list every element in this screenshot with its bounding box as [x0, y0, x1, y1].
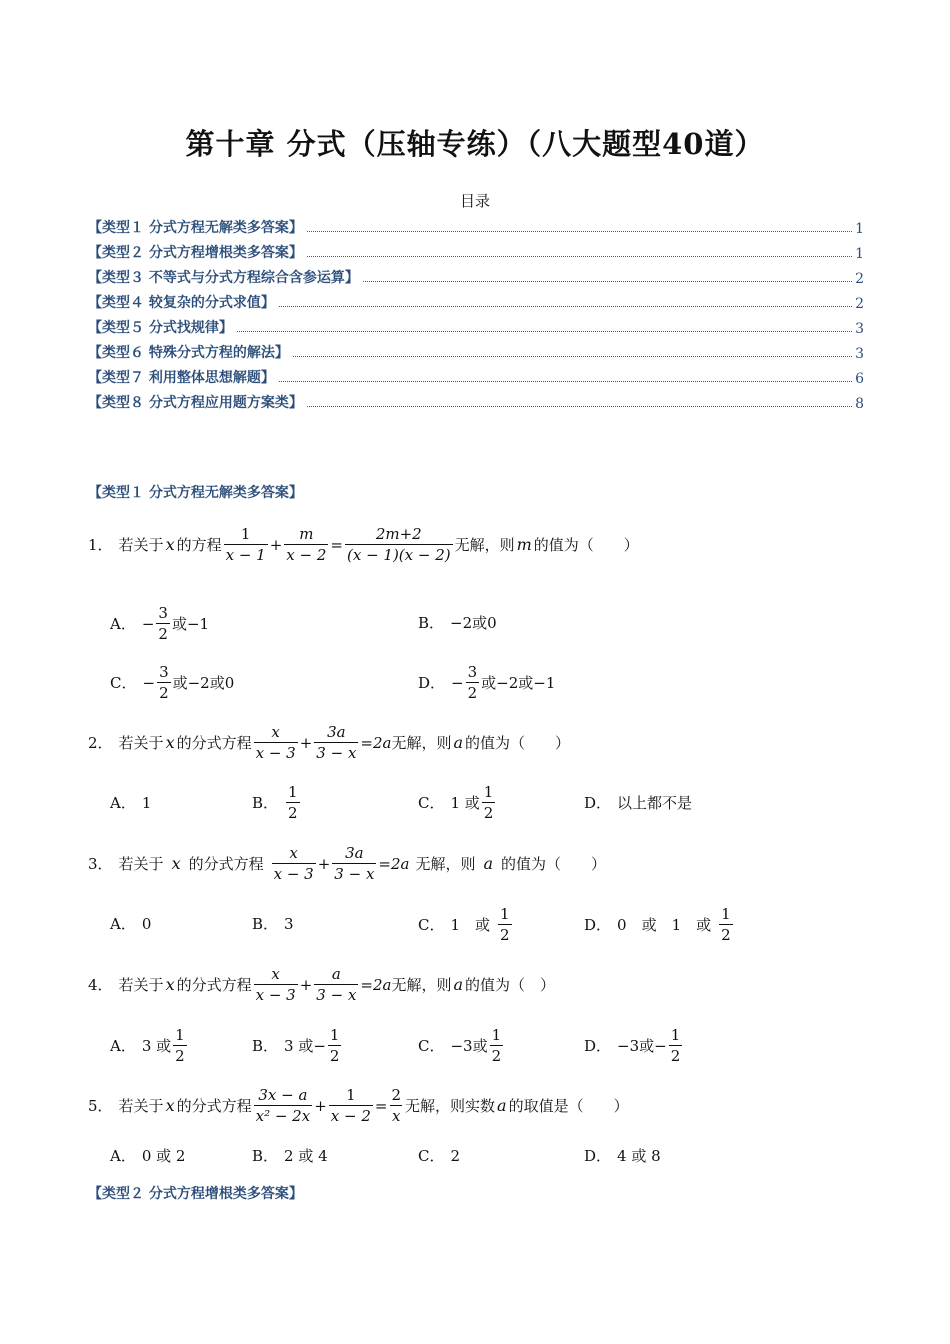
toc-item[interactable]: 【类型７ 利用整体思想解题】 6 — [88, 370, 864, 387]
question-4: 4． 若关于 x 的分式方程 $\frac{x}{x - 3}$ + $\frac{a}{3 - x}$ =2a 无解，则 a 的值为（ ） — [88, 965, 556, 1004]
page-title: 第十章 分式（压轴专练）（八大题型40道） — [185, 127, 765, 161]
fraction: $\frac{2}{x}$ — [391, 1086, 402, 1125]
toc-item[interactable]: 【类型４ 较复杂的分式求值】 2 — [88, 295, 864, 312]
toc-item[interactable]: 【类型５ 分式找规律】 3 — [88, 320, 864, 337]
question-3: 3． 若关于 x 的分式方程 $\frac{x}{x - 3}$ + $\frac{3a}{3 - x}$ =2a 无解，则 a 的值为（ ） — [88, 844, 607, 883]
fraction: $\frac{3}{2}$ — [159, 663, 169, 702]
fraction: $\frac{3a}{3 - x}$ — [334, 844, 375, 883]
option-c[interactable]: C． −3或 $\frac{1}{2}$ — [418, 1026, 502, 1065]
option-b[interactable]: B． 2 或 4 — [252, 1147, 328, 1165]
toc-item[interactable]: 【类型６ 特殊分式方程的解法】 3 — [88, 345, 864, 362]
option-c[interactable]: C． 1 或 $\frac{1}{2}$ — [418, 783, 494, 822]
question-1: 1． 若关于 x 的方程 $\frac{1}{x - 1}$ + $\frac{m}{x - 2}$ = $\frac{2m+2}{(x - 1)(x - 2)}$ 无解，则 m 的值为（ ） — [88, 525, 639, 564]
fraction: $\frac{1}{2}$ — [721, 905, 731, 944]
option-d[interactable]: D． 以上都不是 — [584, 794, 693, 812]
option-b[interactable]: B． $\frac{1}{2}$ — [252, 783, 298, 822]
fraction: $\frac{2m+2}{(x - 1)(x - 2)}$ — [346, 525, 451, 564]
fraction: $\frac{m}{x - 2}$ — [286, 525, 327, 564]
option-b[interactable]: B． 3 或− $\frac{1}{2}$ — [252, 1026, 340, 1065]
fraction: $\frac{1}{2}$ — [175, 1026, 185, 1065]
toc-item[interactable]: 【类型１ 分式方程无解类多答案】 1 — [88, 220, 864, 237]
option-d[interactable]: D． − $\frac{3}{2}$ 或−2或−1 — [418, 663, 556, 702]
option-c[interactable]: C． 2 — [418, 1146, 461, 1165]
fraction: $\frac{1}{2}$ — [670, 1026, 681, 1065]
fraction: $\frac{x}{x - 3}$ — [273, 844, 314, 883]
table-of-contents — [88, 212, 864, 412]
fraction: $\frac{3x - a}{\text{x² − 2x}}$ — [255, 1086, 311, 1125]
option-d[interactable]: D． 4 或 8 — [584, 1147, 661, 1165]
section-heading: 【类型１ 分式方程无解类多答案】 — [88, 485, 303, 501]
fraction: $\frac{1}{x - 1}$ — [225, 525, 266, 564]
toc-heading: 目录 — [459, 192, 490, 210]
option-a[interactable]: A． 0 或 2 — [110, 1147, 186, 1165]
toc-item[interactable]: 【类型８ 分式方程应用题方案类】 8 — [88, 395, 864, 412]
option-a[interactable]: A． 3 或 $\frac{1}{2}$ — [110, 1026, 185, 1065]
fraction: $\frac{a}{3 - x}$ — [316, 965, 357, 1004]
question-2: 2． 若关于 x 的分式方程 $\frac{x}{x - 3}$ + $\frac{3a}{3 - x}$ =2a 无解，则 a 的值为（ ） — [88, 723, 571, 762]
option-d[interactable]: D． −3或− $\frac{1}{2}$ — [584, 1026, 681, 1065]
fraction: $\frac{1}{2}$ — [329, 1026, 340, 1065]
option-d[interactable]: D． 0 或 1 或 $\frac{1}{2}$ — [584, 905, 731, 944]
option-a[interactable]: A． 1 — [110, 793, 152, 812]
section-heading: 【类型２ 分式方程增根类多答案】 — [88, 1186, 303, 1202]
option-b[interactable]: B． 3 — [252, 914, 294, 933]
toc-item[interactable]: 【类型３ 不等式与分式方程综合含参运算】 2 — [88, 270, 864, 287]
fraction: $\frac{x}{x - 3}$ — [255, 723, 296, 762]
option-c[interactable]: C． − $\frac{3}{2}$ 或−2或0 — [110, 663, 235, 702]
fraction: $\frac{1}{2}$ — [500, 905, 510, 944]
option-c[interactable]: C． 1 或 $\frac{1}{2}$ — [418, 905, 510, 944]
option-a[interactable]: A． 0 — [110, 914, 152, 933]
fraction: $\frac{1}{2}$ — [491, 1026, 502, 1065]
fraction: $\frac{x}{x - 3}$ — [255, 965, 296, 1004]
fraction: $\frac{3}{2}$ — [467, 663, 478, 702]
fraction: $\frac{1}{x - 2}$ — [330, 1086, 371, 1125]
toc-item[interactable]: 【类型２ 分式方程增根类多答案】 1 — [88, 245, 864, 262]
fraction: $\frac{3}{2}$ — [158, 604, 168, 643]
question-5: 5． 若关于 x 的分式方程 $\frac{3x - a}{\text{x² − 2x}}$ + $\frac{1}{x - 2}$ = $\frac{2}{x}$ 无解，则实数 a 的取值是（ ） — [88, 1086, 629, 1125]
fraction: $\frac{1}{2}$ — [483, 783, 494, 822]
fraction: $\frac{3a}{3 - x}$ — [316, 723, 357, 762]
option-b[interactable]: B． −2或0 — [418, 614, 497, 632]
fraction: $\frac{1}{2}$ — [288, 783, 298, 822]
option-a[interactable]: A． − $\frac{3}{2}$ 或−1 — [110, 604, 210, 643]
